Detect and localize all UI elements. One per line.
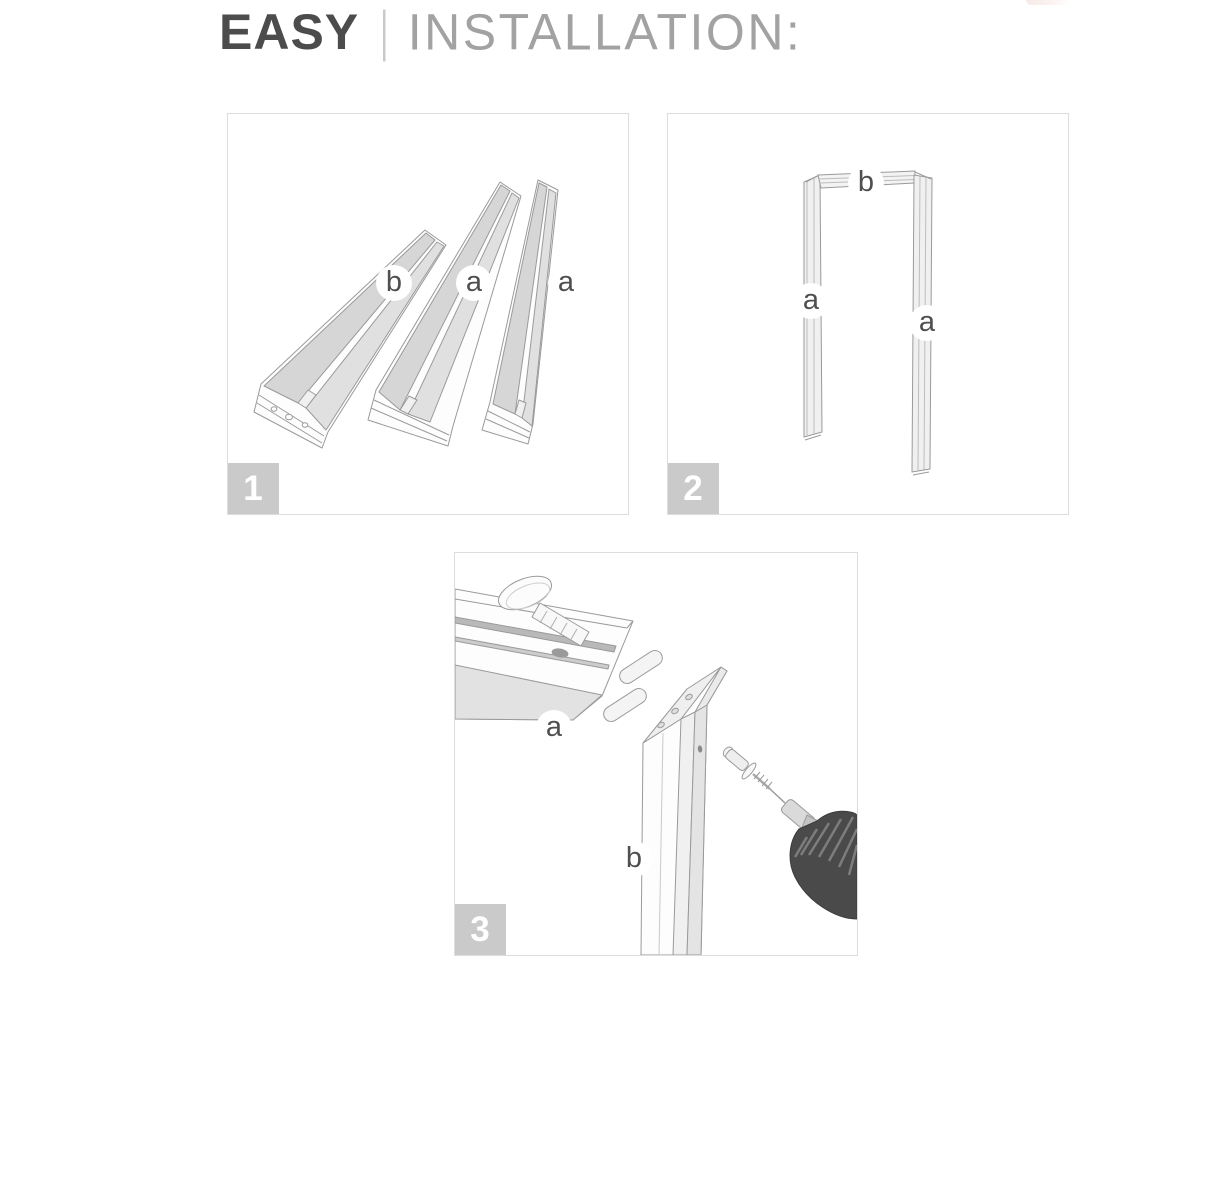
step-panel-2 — [667, 113, 1069, 515]
upright-jamb — [641, 667, 727, 955]
step-number-badge: 1 — [227, 463, 279, 515]
part-label-a: a — [456, 265, 492, 301]
step-panel-1 — [227, 113, 629, 515]
title-separator: | — [380, 0, 389, 62]
corner-assembly-illustration — [455, 553, 857, 955]
frame-profiles-illustration — [228, 114, 628, 514]
step-number-badge: 2 — [667, 463, 719, 515]
part-label-a: a — [793, 283, 829, 319]
part-label-b: b — [376, 265, 412, 301]
title-easy: EASY — [219, 4, 360, 60]
part-label-a: a — [548, 265, 584, 301]
title-installation: INSTALLATION: — [407, 3, 803, 61]
part-label-a: a — [536, 710, 572, 746]
part-label-b: b — [616, 841, 652, 877]
part-label-b: b — [848, 165, 884, 201]
step-panel-3 — [454, 552, 858, 956]
cropped-logo-remnant — [1026, 0, 1072, 5]
part-label-a: a — [909, 305, 945, 341]
wall-anchor-icon — [721, 745, 772, 789]
drill-icon — [770, 789, 857, 919]
page-title — [219, 0, 802, 64]
step-number-badge: 3 — [454, 904, 506, 956]
